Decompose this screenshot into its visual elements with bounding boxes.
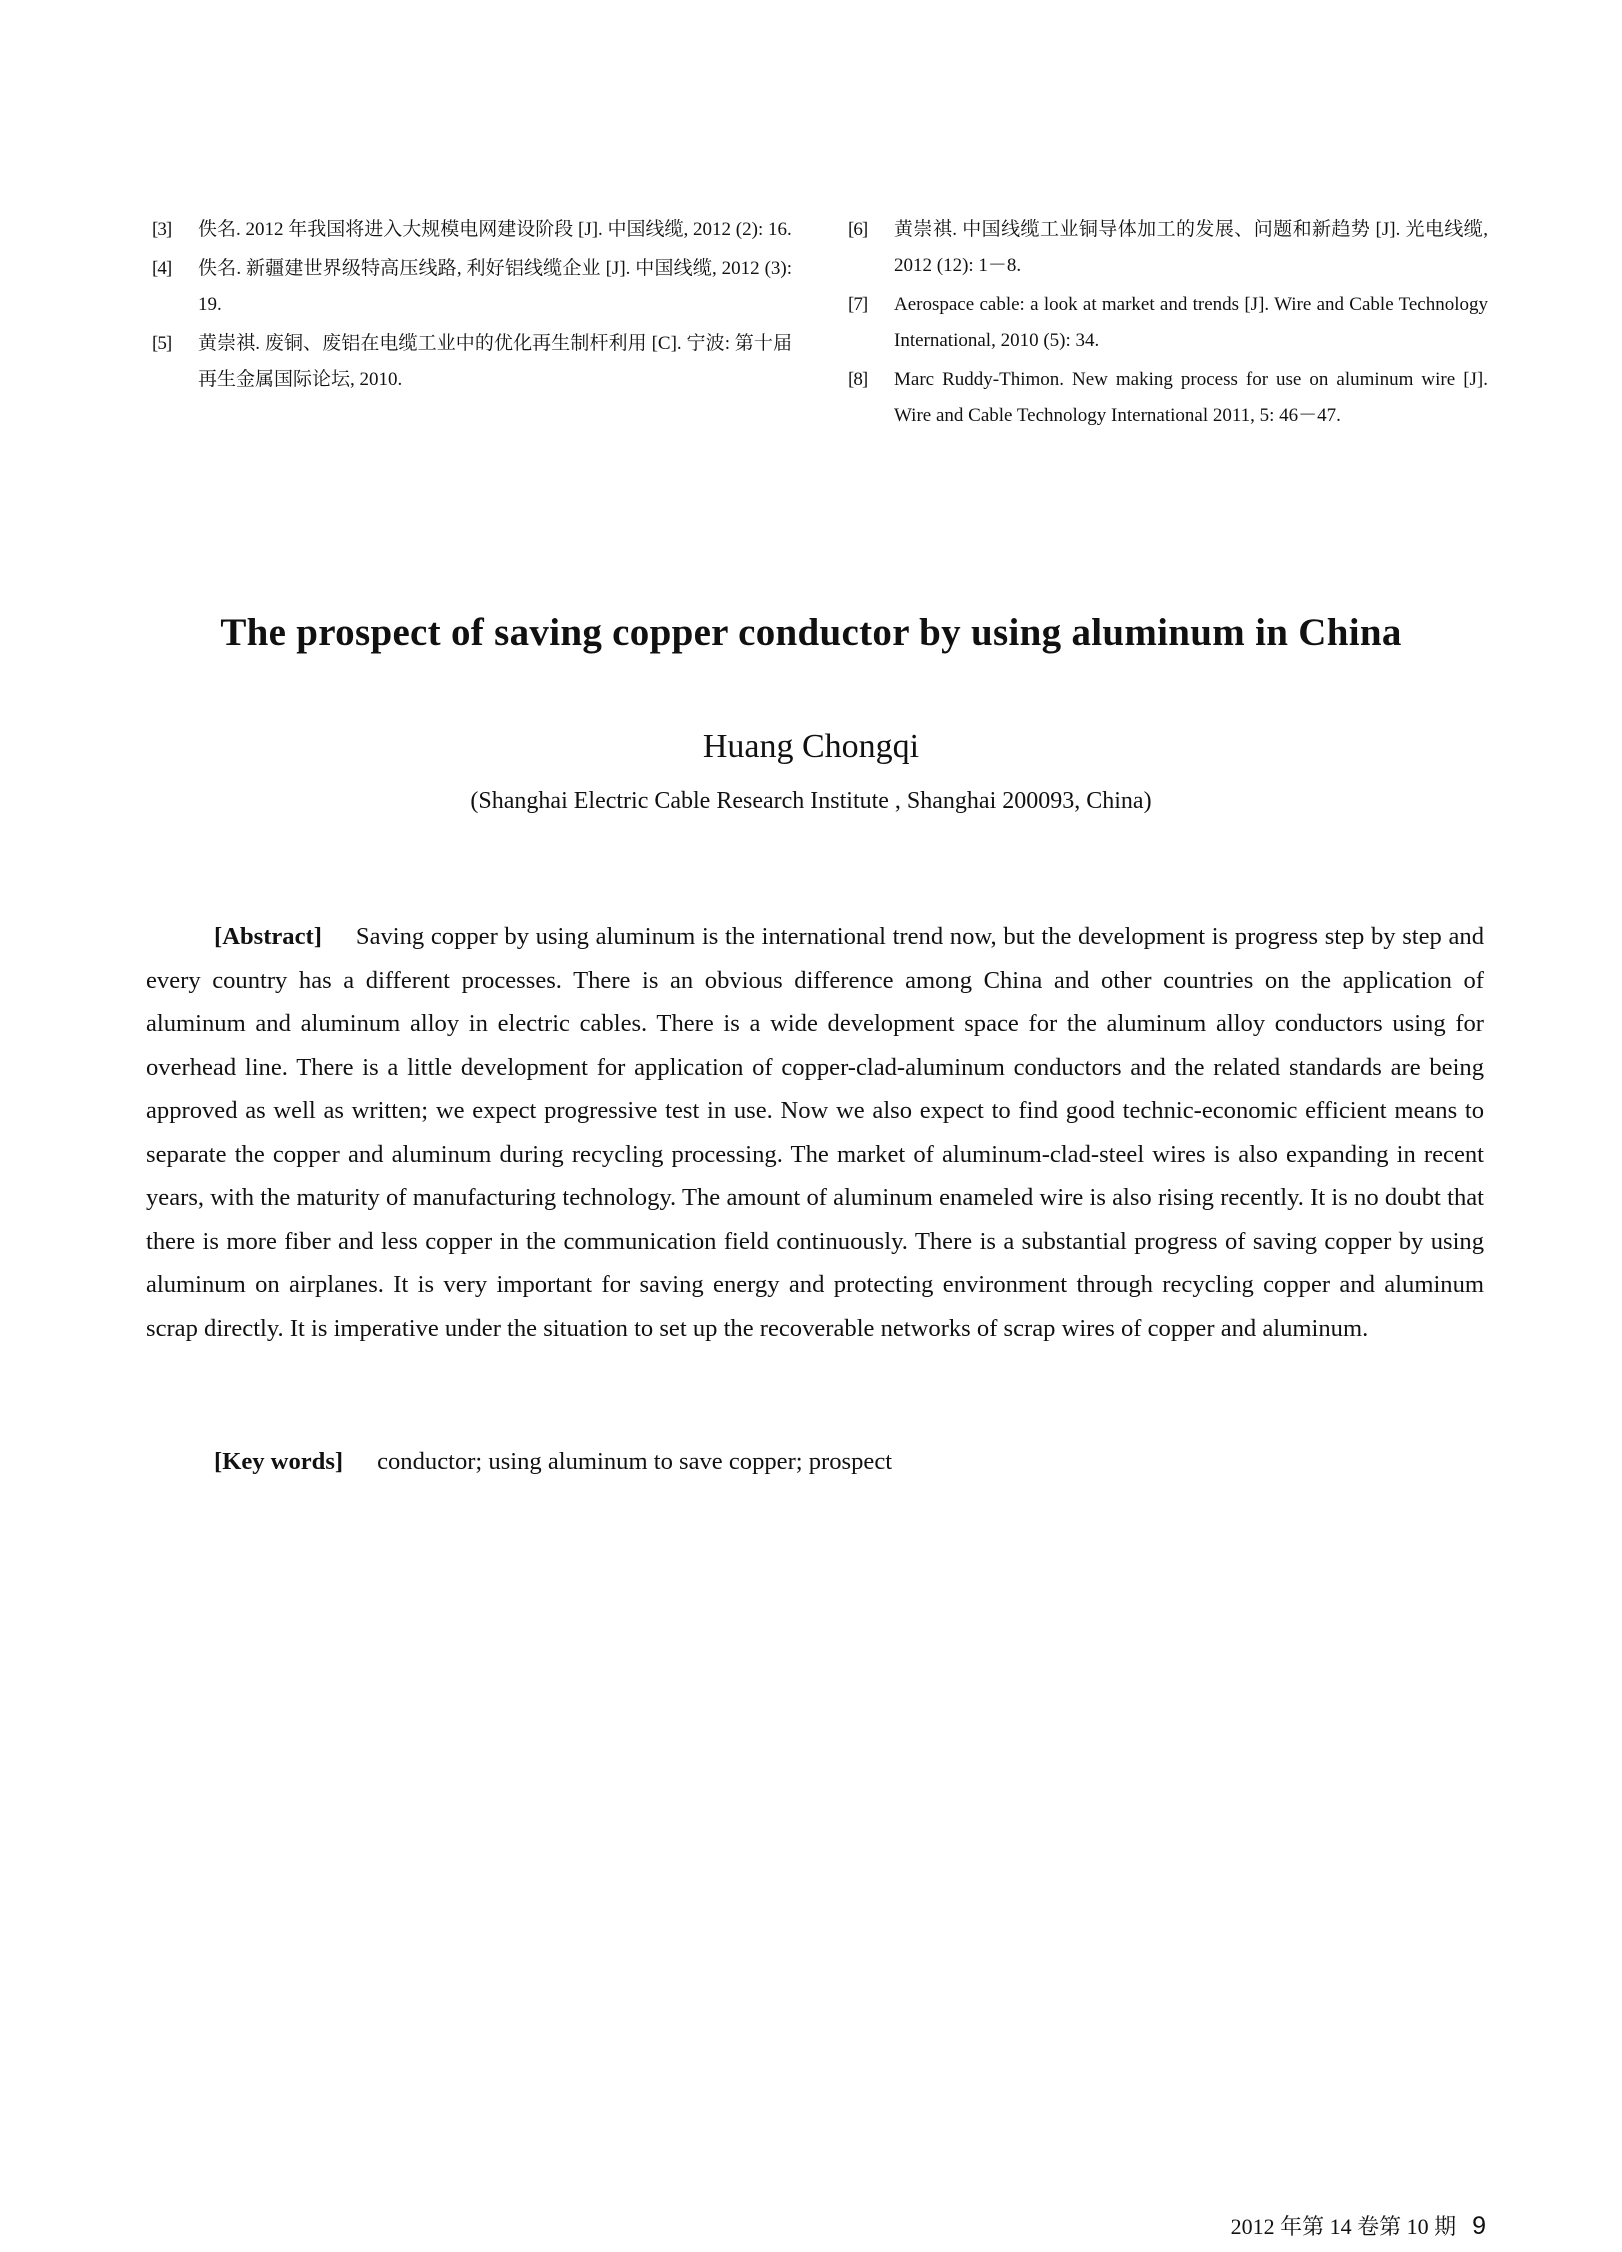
article-title: The prospect of saving copper conductor by using aluminum in China (220, 611, 1402, 654)
keywords-text: conductor; using aluminum to save copper; prospect (377, 1448, 893, 1475)
reference-text: 黄崇祺. 中国线缆工业铜导体加工的发展、问题和新趋势 [J]. 光电线缆, 2012 (12): 1－8. (894, 219, 1488, 276)
reference-text: Marc Ruddy-Thimon. New making process for use on aluminum wire [J]. Wire and Cable Technology International 2011, 5: 46－47. (894, 369, 1488, 426)
reference-number: [3] (152, 219, 172, 240)
reference-text: 佚名. 2012 年我国将进入大规模电网建设阶段 [J]. 中国线缆, 2012 (2): 16. (198, 219, 792, 240)
keywords (214, 1440, 892, 1484)
reference-column-left (152, 212, 792, 437)
reference-number: [7] (848, 294, 868, 315)
reference-item (152, 251, 792, 323)
page-number: 9 (1472, 2212, 1486, 2240)
reference-item (848, 287, 1488, 359)
reference-text: Aerospace cable: a look at market and trends [J]. Wire and Cable Technology International, 2010 (5): 34. (894, 294, 1488, 351)
reference-column-right (848, 212, 1488, 437)
reference-item (848, 362, 1488, 434)
reference-number: [8] (848, 369, 868, 390)
reference-text: 黄崇祺. 废铜、废铝在电缆工业中的优化再生制杆利用 [C]. 宁波: 第十届再生金属国际论坛, 2010. (198, 333, 792, 390)
page-footer (1231, 2210, 1486, 2241)
reference-item (152, 326, 792, 398)
journal-issue: 2012 年第 14 卷第 10 期 (1230, 2214, 1457, 2239)
reference-list (152, 212, 1488, 437)
reference-item (848, 212, 1488, 284)
keywords-label: [Key words] (214, 1448, 344, 1475)
reference-number: [4] (152, 258, 172, 279)
author-affiliation: (Shanghai Electric Cable Research Institute , Shanghai 200093, China) (470, 788, 1152, 814)
author-name: Huang Chongqi (702, 728, 920, 765)
reference-number: [5] (152, 333, 172, 354)
abstract-text: Saving copper by using aluminum is the international trend now, but the development is progress step by step and every country has a different processes. There is an obvious difference among China and other countries on the application of aluminum and aluminum alloy in electric cables. There is a wide development space for the aluminum alloy conductors using for overhead line. There is a little development for application of copper-clad-aluminum conductors and the related standards are being approved as well as written; we expect progressive test in use. Now we also expect to find good technic-economic efficient means to separate the copper and aluminum during recycling processing. The market of aluminum-clad-steel wires is also expanding in recent years, with the maturity of manufacturing technology. The amount of aluminum enameled wire is also rising recently. It is no doubt that there is more fiber and less copper in the communication field continuously. There is a substantial progress of saving copper by using aluminum on airplanes. It is very important for saving energy and protecting environment through recycling copper and aluminum scrap directly. It is imperative under the situation to set up the recoverable networks of scrap wires of copper and aluminum. (146, 923, 1484, 1342)
reference-text: 佚名. 新疆建世界级特高压线路, 利好铝线缆企业 [J]. 中国线缆, 2012 (3): 19. (198, 258, 792, 315)
reference-item (152, 212, 792, 248)
abstract-label: [Abstract] (214, 923, 322, 950)
reference-number: [6] (848, 219, 868, 240)
abstract (146, 915, 1484, 1350)
